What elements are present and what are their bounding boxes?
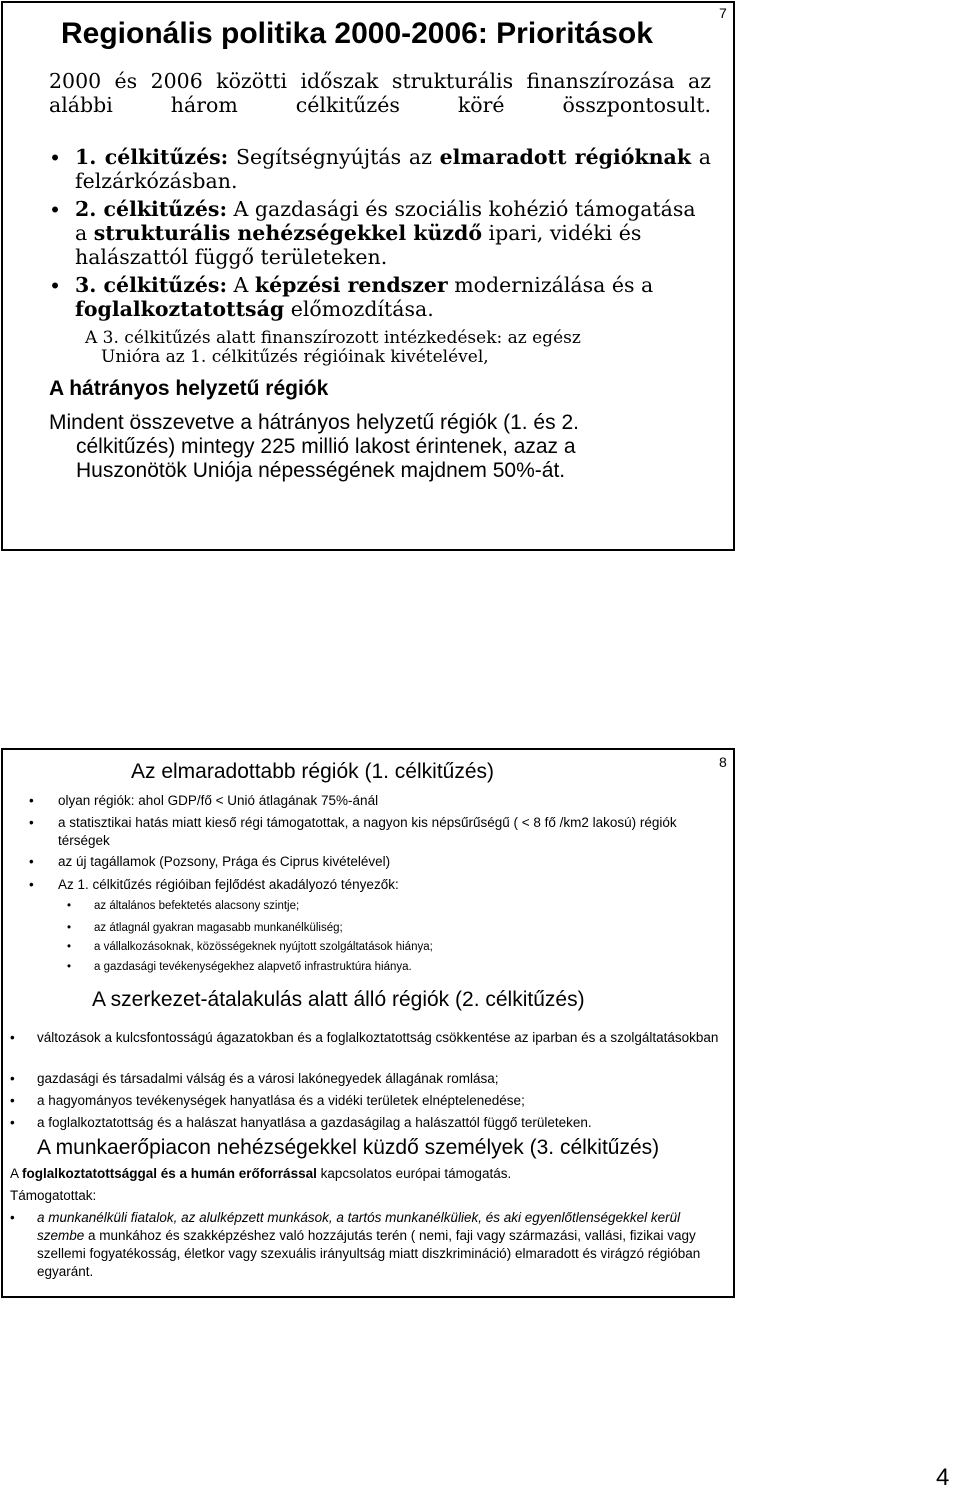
list-item bbox=[29, 853, 718, 871]
item-italic-text: a munkanélküli fiatalok, az alulképzett munkások, a tartós munkanélküliek, és aki egyenlőtlenségekkel kerül szembe bbox=[37, 1210, 681, 1243]
bullet-emphasis: strukturális nehézségekkel küzdő bbox=[93, 221, 483, 245]
list-item bbox=[29, 876, 718, 894]
section-title: A szerkezet-átalakulás alatt álló régiók (2. célkitűzés) bbox=[92, 988, 585, 1011]
item-text: a foglalkoztatottság és a halászat hanyatlása a gazdaságilag a halászattól függő területeken. bbox=[37, 1115, 592, 1130]
bullet-text: a felzárkózásban. bbox=[75, 145, 711, 193]
summary-paragraph bbox=[49, 411, 711, 483]
slide-number: 8 bbox=[719, 754, 727, 770]
bullet-icon: • bbox=[10, 1093, 15, 1108]
page-number: 4 bbox=[936, 1464, 950, 1491]
bullet-icon: • bbox=[49, 146, 62, 170]
bullet-icon: • bbox=[10, 1115, 15, 1130]
bullet-icon: • bbox=[29, 854, 34, 869]
note-line: A 3. célkitűzés alatt finanszírozott intézkedések: az egész bbox=[85, 328, 581, 348]
sub-list-item bbox=[67, 920, 714, 936]
item-text: gazdasági és társadalmi válság és a városi lakónegyedek állagának romlása; bbox=[37, 1071, 499, 1086]
bullet-emphasis: elmaradott régióknak bbox=[439, 145, 692, 169]
list-item bbox=[29, 792, 718, 810]
list-item bbox=[10, 1209, 721, 1281]
list-item bbox=[10, 1114, 725, 1132]
intro-paragraph: 2000 és 2006 közötti időszak strukturális finanszírozása az alábbi három célkitűzés köré összpontosult. bbox=[49, 69, 711, 117]
slide-8 bbox=[1, 748, 735, 1298]
list-item bbox=[29, 814, 718, 850]
slide-number: 7 bbox=[719, 5, 727, 21]
bullet-label: 2. célkitűzés: bbox=[75, 197, 228, 221]
note bbox=[85, 329, 711, 367]
bullet-icon: • bbox=[49, 274, 62, 298]
bullet-icon: • bbox=[67, 900, 72, 912]
item-text: a gazdasági tevékenységekhez alapvető infrastruktúra hiánya. bbox=[94, 961, 412, 973]
bullet-icon: • bbox=[10, 1210, 15, 1225]
item-text: változások a kulcsfontosságú ágazatokban és a foglalkoztatottság csökkentése az iparban és a szolgáltatásokban bbox=[37, 1030, 719, 1045]
item-text: olyan régiók: ahol GDP/fő < Unió átlagának 75%-ánál bbox=[58, 793, 379, 808]
item-text: a munkához és szakképzéshez való hozzájutás terén ( nemi, faji vagy származási, vallási, fizikai vagy szellemi fogyatékosság, életkor vagy szexuális irányultság miatt diszkrimináció) elmaradott és virágzó régióban egyaránt. bbox=[37, 1228, 701, 1279]
bullet-icon: • bbox=[67, 941, 72, 953]
paragraph-text: kapcsolatos európai támogatás. bbox=[316, 1166, 512, 1181]
bullet-icon: • bbox=[29, 793, 34, 808]
list-item bbox=[10, 1029, 725, 1047]
slide-7 bbox=[1, 1, 735, 551]
item-text: a hagyományos tevékenységek hanyatlása és a vidéki területek elnéptelenedése; bbox=[37, 1093, 525, 1108]
bullet-icon: • bbox=[10, 1030, 15, 1045]
bullet-emphasis: képzési rendszer bbox=[254, 273, 448, 297]
item-text: az általános befektetés alacsony szintje; bbox=[94, 900, 300, 912]
summary-line: Mindent összevetve a hátrányos helyzetű régiók (1. és 2. bbox=[49, 411, 579, 434]
slide-title: Regionális politika 2000-2006: Prioritások bbox=[61, 17, 653, 50]
sub-list-item bbox=[67, 898, 714, 914]
support-paragraph bbox=[10, 1165, 726, 1183]
bullet-text: A gazdasági és szociális kohézió támogatása a bbox=[75, 197, 696, 245]
item-text: a vállalkozásoknak, közösségeknek nyújtott szolgáltatások hiánya; bbox=[94, 941, 433, 953]
bullet-icon: • bbox=[49, 198, 62, 222]
item-text: a statisztikai hatás miatt kieső régi támogatottak, a nagyon kis népsűrűségű ( < 8 fő /km2 lakosú) régiók térségek bbox=[58, 815, 677, 848]
summary-line: Huszonötök Uniója népességének majdnem 50%-át. bbox=[76, 459, 566, 482]
bullet-icon: • bbox=[67, 922, 72, 934]
bullet-text: ipari, vidéki és halászattól függő területeken. bbox=[75, 221, 642, 269]
bullet-icon: • bbox=[10, 1071, 15, 1086]
note-line: Unióra az 1. célkitűzés régióinak kivételével, bbox=[101, 347, 489, 367]
bullet-text: előmozdítása. bbox=[284, 297, 434, 321]
bullet-text: A bbox=[227, 273, 255, 297]
summary-line: célkitűzés) mintegy 225 millió lakost érintenek, azaz a bbox=[76, 435, 576, 458]
item-text: az átlagnál gyakran magasabb munkanélküliség; bbox=[94, 922, 343, 934]
section-heading: A hátrányos helyzetű régiók bbox=[49, 377, 329, 400]
paragraph-text: A bbox=[10, 1166, 23, 1181]
section-title: Az elmaradottabb régiók (1. célkitűzés) bbox=[131, 760, 494, 783]
bullet-label: 3. célkitűzés: bbox=[75, 273, 228, 297]
bullet-text: Segítségnyújtás az bbox=[228, 145, 440, 169]
bullet-icon: • bbox=[29, 877, 34, 892]
list-item bbox=[49, 197, 711, 269]
item-text: az új tagállamok (Pozsony, Prága és Ciprus kivételével) bbox=[58, 854, 391, 869]
paragraph-emphasis: foglalkoztatottsággal és a humán erőforrással bbox=[22, 1166, 317, 1181]
item-text: Az 1. célkitűzés régióiban fejlődést akadályozó tényezők: bbox=[58, 877, 399, 892]
slide-body bbox=[49, 69, 711, 483]
list-item bbox=[49, 145, 711, 193]
bullet-text: modernizálása és a bbox=[447, 273, 654, 297]
bullet-icon: • bbox=[29, 815, 34, 830]
bullet-label: 1. célkitűzés: bbox=[75, 145, 229, 169]
list-item bbox=[10, 1092, 725, 1110]
list-item bbox=[10, 1070, 725, 1088]
supported-label: Támogatottak: bbox=[10, 1188, 97, 1203]
list-item bbox=[49, 273, 711, 321]
bullet-emphasis: foglalkoztatottság bbox=[75, 297, 285, 321]
sub-list-item bbox=[67, 939, 714, 955]
sub-list-item bbox=[67, 959, 714, 975]
bullet-icon: • bbox=[67, 961, 72, 973]
section-title: A munkaerőpiacon nehézségekkel küzdő személyek (3. célkitűzés) bbox=[37, 1136, 660, 1159]
